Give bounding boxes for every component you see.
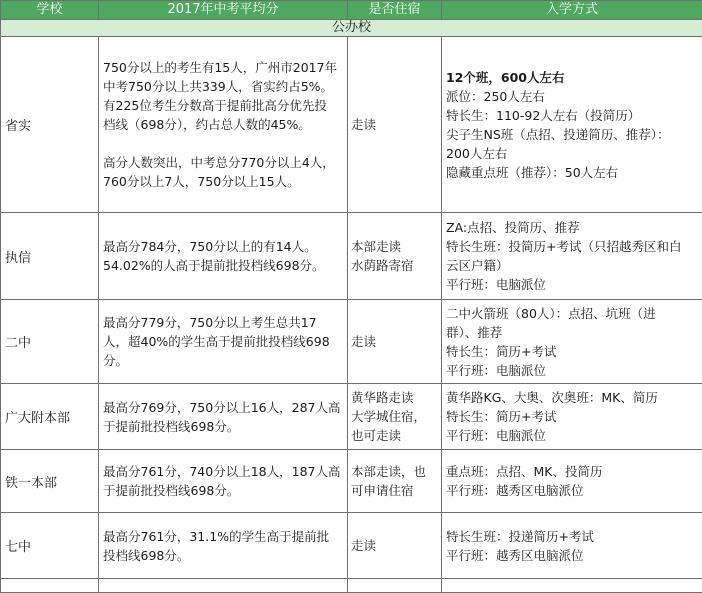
admission-line: 12个班，600人左右 — [446, 68, 700, 87]
score-cell — [99, 300, 348, 384]
score-line: 54.02%的人高于提前批投档线698分。 — [103, 256, 345, 275]
boarding-cell — [348, 37, 442, 213]
admission-line: 派位：250人左右 — [446, 87, 700, 106]
score-cell — [99, 579, 348, 593]
school-name: 铁一本部 — [1, 450, 99, 513]
score-line: 最高分779分，750分以上考生总共17 — [103, 313, 345, 332]
section-title: 公办校 — [1, 20, 702, 37]
admission-line: 特长生：简历+考试 — [446, 342, 700, 361]
score-line: 档线（698分），约占总人数的45%。 — [103, 115, 345, 134]
spacer — [103, 134, 345, 153]
admission-line: 平行班：电脑派位 — [446, 426, 700, 445]
boarding-line: 本部走读 — [351, 237, 437, 256]
admission-line: 群）、推荐 — [446, 323, 700, 342]
boarding-cell — [348, 579, 442, 593]
table-row — [1, 450, 702, 513]
admission-line: 隐藏重点班（推荐）：50人左右 — [446, 163, 700, 182]
header-row — [1, 1, 702, 20]
boarding-line: 走读 — [351, 332, 437, 351]
score-line: 最高分761分，740分以上18人，187人高 — [103, 462, 345, 481]
score-cell — [99, 513, 348, 579]
table-row — [1, 384, 702, 450]
table-row — [1, 213, 702, 300]
score-cell — [99, 450, 348, 513]
admission-line: 重点班：点招、MK、投简历 — [446, 462, 700, 481]
table-row — [1, 579, 702, 593]
score-line: 中考750分以上共339人，省实约占5%。 — [103, 77, 345, 96]
admission-line: 二中火箭班（80人）：点招、坑班（进 — [446, 304, 700, 323]
admission-cell — [442, 513, 702, 579]
section-row — [1, 20, 702, 37]
admission-line: 特长生班：投递简历+考试 — [446, 527, 700, 546]
score-line: 人，超40%的学生高于提前批投档线698 — [103, 332, 345, 351]
table-row — [1, 300, 702, 384]
boarding-line: 可申请住宿 — [351, 481, 437, 500]
table-row — [1, 37, 702, 213]
admission-line: 黄华路KG、大奥、次奥班：MK、简历 — [446, 388, 700, 407]
score-line: 最高分769分，750分以上16人，287人高 — [103, 398, 345, 417]
admission-line: 尖子生NS班（点招、投递简历、推荐）： — [446, 125, 700, 144]
boarding-line: 走读 — [351, 115, 437, 134]
header-score: 2017年中考平均分 — [99, 1, 348, 20]
header-admission: 入学方式 — [442, 1, 702, 20]
admission-line: 平行班：电脑派位 — [446, 361, 700, 380]
boarding-cell — [348, 300, 442, 384]
score-line: 750分以上的考生有15人，广州市2017年 — [103, 58, 345, 77]
table-row — [1, 513, 702, 579]
school-name: 执信 — [1, 213, 99, 300]
admission-cell — [442, 37, 702, 213]
boarding-cell — [348, 513, 442, 579]
admission-line: 特长生：110-92人左右（投简历） — [446, 106, 700, 125]
score-line: 最高分784分，750分以上的有14人。 — [103, 237, 345, 256]
score-line: 于提前批投档线698分。 — [103, 481, 345, 500]
admission-cell — [442, 579, 702, 593]
boarding-line: 也可走读 — [351, 426, 437, 445]
score-line: 于提前批投档线698分。 — [103, 417, 345, 436]
school-name: 省实 — [1, 37, 99, 213]
admission-line: 平行班：电脑派位 — [446, 275, 700, 294]
school-name — [1, 579, 99, 593]
admission-cell — [442, 213, 702, 300]
admission-line: 特长生：简历+考试 — [446, 407, 700, 426]
boarding-line: 黄华路走读 — [351, 388, 437, 407]
admission-line: 平行班：越秀区电脑派位 — [446, 481, 700, 500]
score-cell — [99, 213, 348, 300]
boarding-cell — [348, 450, 442, 513]
boarding-line: 本部走读，也 — [351, 462, 437, 481]
admission-line: 平行班：越秀区电脑派位 — [446, 546, 700, 565]
score-line: 最高分761分，31.1%的学生高于提前批 — [103, 527, 345, 546]
school-name: 七中 — [1, 513, 99, 579]
boarding-line: 水荫路寄宿 — [351, 256, 437, 275]
admission-line: ZA:点招、投简历、推荐 — [446, 218, 700, 237]
header-school: 学校 — [1, 1, 99, 20]
admission-line: 200人左右 — [446, 144, 700, 163]
school-name: 广大附本部 — [1, 384, 99, 450]
boarding-line: 大学城住宿， — [351, 407, 437, 426]
score-line: 投档线698分。 — [103, 546, 345, 565]
header-boarding: 是否住宿 — [348, 1, 442, 20]
score-line: 760分以上7人，750分以上15人。 — [103, 172, 345, 191]
school-name: 二中 — [1, 300, 99, 384]
score-line: 有225位考生分数高于提前批高分优先投 — [103, 96, 345, 115]
score-cell — [99, 384, 348, 450]
admission-cell — [442, 450, 702, 513]
admission-line: 特长生班：投简历+考试（只招越秀区和白 — [446, 237, 700, 256]
boarding-cell — [348, 213, 442, 300]
admission-cell — [442, 300, 702, 384]
boarding-line: 走读 — [351, 536, 437, 555]
admission-cell — [442, 384, 702, 450]
score-line: 高分人数突出，中考总分770分以上4人， — [103, 153, 345, 172]
score-line: 分。 — [103, 351, 345, 370]
boarding-cell — [348, 384, 442, 450]
score-cell — [99, 37, 348, 213]
admission-line: 云区户籍） — [446, 256, 700, 275]
